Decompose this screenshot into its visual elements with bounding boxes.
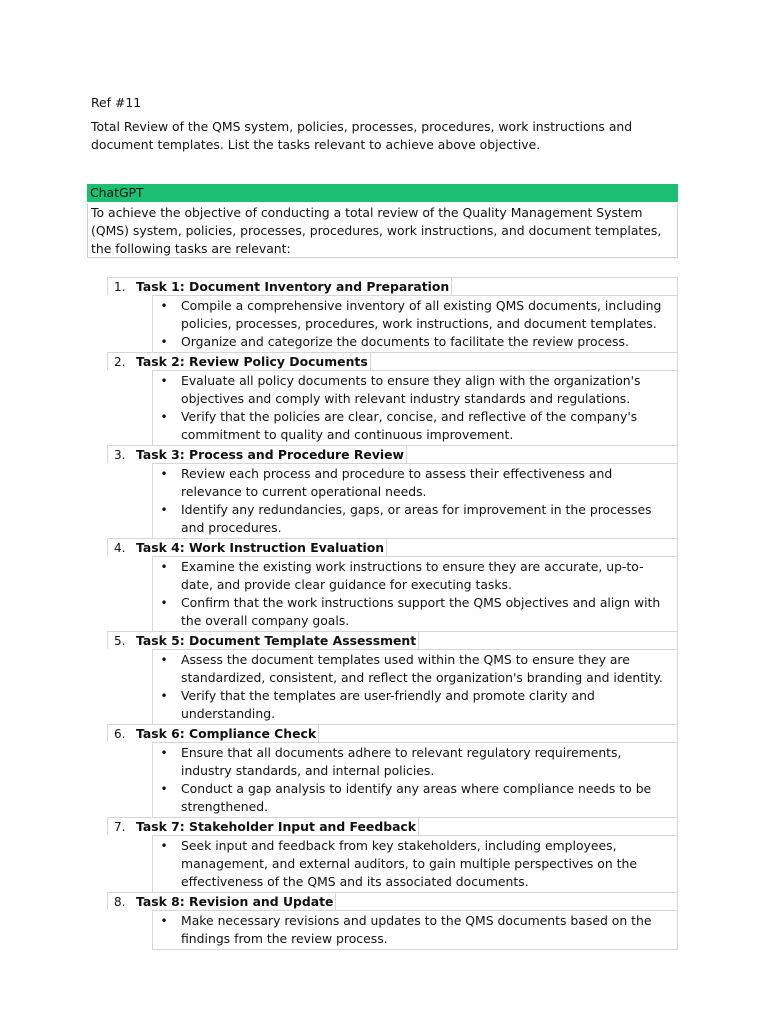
bullet-icon: • (160, 299, 168, 313)
bullet-text: Confirm that the work instructions support the QMS objectives and align with the overall company goals. (181, 595, 661, 628)
chatgpt-response-intro: To achieve the objective of conducting a total review of the Quality Management System (QMS) system, policies, processes, procedures, work instructions, and document templates, the following tasks are relevant: (87, 203, 678, 258)
bullet-text: Compile a comprehensive inventory of all existing QMS documents, including policies, processes, procedures, work instructions, and document templates. (181, 298, 662, 331)
task-title: Task 4: Work Instruction Evaluation (136, 539, 387, 556)
bullet-icon: • (160, 914, 168, 928)
list-item (153, 558, 671, 594)
task-number: 7. (114, 820, 126, 834)
task-heading-row (107, 445, 678, 463)
task-number: 8. (114, 895, 126, 909)
bullet-icon: • (160, 746, 168, 760)
task-title: Task 3: Process and Procedure Review (136, 446, 407, 463)
task-title: Task 6: Compliance Check (136, 725, 319, 742)
reference-number: Ref #11 (91, 95, 142, 110)
task-heading-row (107, 817, 678, 835)
task-number: 1. (114, 280, 126, 294)
bullet-text: Review each process and procedure to assess their effectiveness and relevance to current operational needs. (181, 466, 613, 499)
bullet-icon: • (160, 596, 168, 610)
bullet-icon: • (160, 410, 168, 424)
task-number: 5. (114, 634, 126, 648)
task-bullet-list (152, 835, 678, 892)
list-item (153, 465, 671, 501)
bullet-icon: • (160, 335, 168, 349)
bullet-icon: • (160, 560, 168, 574)
task-number: 4. (114, 541, 126, 555)
table-bottom-border (152, 949, 678, 950)
objective-text: Total Review of the QMS system, policies, processes, procedures, work instructions and document templates. List the tasks relevant to achieve above objective. (91, 119, 633, 152)
task-heading-row (107, 631, 678, 649)
task-heading-row (107, 538, 678, 556)
task-bullet-list (152, 463, 678, 538)
bullet-icon: • (160, 503, 168, 517)
task-title: Task 2: Review Policy Documents (136, 353, 371, 370)
list-item (153, 594, 671, 630)
list-item (153, 744, 671, 780)
list-item (153, 408, 671, 444)
bullet-icon: • (160, 839, 168, 853)
list-item (153, 912, 671, 948)
list-item (153, 651, 671, 687)
list-item (153, 780, 671, 816)
bullet-icon: • (160, 782, 168, 796)
task-list (107, 277, 678, 950)
task-bullet-list (152, 556, 678, 631)
list-item (153, 333, 671, 351)
task-heading-row (107, 724, 678, 742)
task-title: Task 7: Stakeholder Input and Feedback (136, 818, 419, 835)
bullet-text: Verify that the templates are user-friendly and promote clarity and understanding. (181, 688, 595, 721)
list-item (153, 372, 671, 408)
task-heading-row (107, 352, 678, 370)
bullet-text: Identify any redundancies, gaps, or areas for improvement in the processes and procedures. (181, 502, 652, 535)
bullet-text: Seek input and feedback from key stakeholders, including employees, management, and external auditors, to gain multiple perspectives on the effectiveness of the QMS and its associated documents. (181, 838, 637, 889)
task-heading-row (107, 892, 678, 910)
list-item (153, 687, 671, 723)
task-bullet-list (152, 295, 678, 352)
task-title: Task 8: Revision and Update (136, 893, 336, 910)
task-bullet-list (152, 370, 678, 445)
bullet-icon: • (160, 467, 168, 481)
bullet-icon: • (160, 689, 168, 703)
bullet-text: Organize and categorize the documents to facilitate the review process. (181, 334, 629, 349)
bullet-icon: • (160, 653, 168, 667)
task-bullet-list (152, 910, 678, 949)
task-number: 2. (114, 355, 126, 369)
task-title: Task 1: Document Inventory and Preparation (136, 278, 452, 295)
bullet-text: Assess the document templates used within the QMS to ensure they are standardized, consistent, and reflect the organization's branding and identity. (181, 652, 663, 685)
list-item (153, 297, 671, 333)
task-bullet-list (152, 742, 678, 817)
bullet-text: Ensure that all documents adhere to relevant regulatory requirements, industry standards, and internal policies. (181, 745, 622, 778)
task-bullet-list (152, 649, 678, 724)
task-number: 3. (114, 448, 126, 462)
bullet-text: Make necessary revisions and updates to the QMS documents based on the findings from the review process. (181, 913, 652, 946)
bullet-text: Verify that the policies are clear, concise, and reflective of the company's commitment to quality and continuous improvement. (181, 409, 638, 442)
task-heading-row (107, 277, 678, 295)
task-number: 6. (114, 727, 126, 741)
chatgpt-header: ChatGPT (87, 184, 678, 202)
task-title: Task 5: Document Template Assessment (136, 632, 419, 649)
bullet-icon: • (160, 374, 168, 388)
list-item (153, 837, 671, 891)
bullet-text: Examine the existing work instructions to ensure they are accurate, up-to-date, and provide clear guidance for executing tasks. (181, 559, 644, 592)
bullet-text: Evaluate all policy documents to ensure they align with the organization's objectives and comply with relevant industry standards and regulations. (181, 373, 641, 406)
bullet-text: Conduct a gap analysis to identify any areas where compliance needs to be strengthened. (181, 781, 652, 814)
list-item (153, 501, 671, 537)
